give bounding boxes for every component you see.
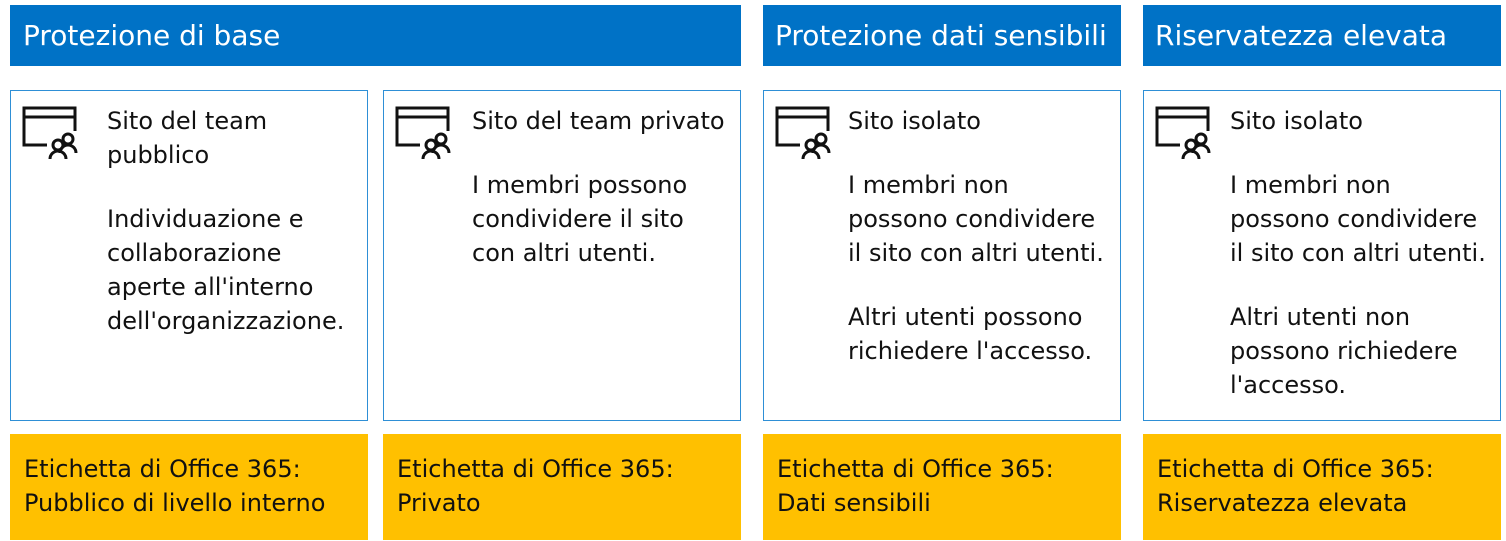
label-pubblico — [10, 434, 368, 540]
card-title: Sito isolato — [848, 107, 981, 135]
team-site-icon — [394, 103, 452, 161]
header-protezione-dati-sensibili: Protezione dati sensibili — [763, 5, 1121, 66]
label-prefix: Etichetta di Office 365: — [397, 455, 674, 483]
label-prefix: Etichetta di Office 365: — [777, 455, 1054, 483]
header-protezione-di-base: Protezione di base — [10, 5, 741, 66]
card-description: I membri possono condividere il sito con altri utenti. — [472, 171, 688, 267]
card-title: Sito del team pubblico — [107, 107, 268, 169]
card-sito-team-privato — [383, 90, 741, 421]
card-description: Individuazione e collaborazione aperte all'interno dell'organizzazione. — [107, 205, 345, 335]
label-name: Dati sensibili — [777, 489, 931, 517]
card-sito-team-pubblico — [10, 90, 368, 421]
card-access-note: Altri utenti non possono richiedere l'accesso. — [1230, 303, 1458, 399]
card-description: I membri non possono condividere il sito con altri utenti. — [848, 171, 1104, 267]
label-dati-sensibili — [763, 434, 1121, 540]
label-name: Privato — [397, 489, 481, 517]
team-site-icon — [1154, 103, 1212, 161]
team-site-icon — [774, 103, 832, 161]
card-title: Sito del team privato — [472, 107, 725, 135]
team-site-icon — [21, 103, 79, 161]
label-privato — [383, 434, 741, 540]
card-access-note: Altri utenti possono richiedere l'accesso. — [848, 303, 1093, 365]
header-riservatezza-elevata: Riservatezza elevata — [1143, 5, 1501, 66]
card-description: I membri non possono condividere il sito con altri utenti. — [1230, 171, 1486, 267]
label-prefix: Etichetta di Office 365: — [1157, 455, 1434, 483]
card-title: Sito isolato — [1230, 107, 1363, 135]
card-sito-isolato-sensibili — [763, 90, 1121, 421]
label-name: Pubblico di livello interno — [24, 489, 326, 517]
card-sito-isolato-riservatezza — [1143, 90, 1501, 421]
label-prefix: Etichetta di Office 365: — [24, 455, 301, 483]
label-name: Riservatezza elevata — [1157, 489, 1408, 517]
label-riservatezza-elevata — [1143, 434, 1501, 540]
